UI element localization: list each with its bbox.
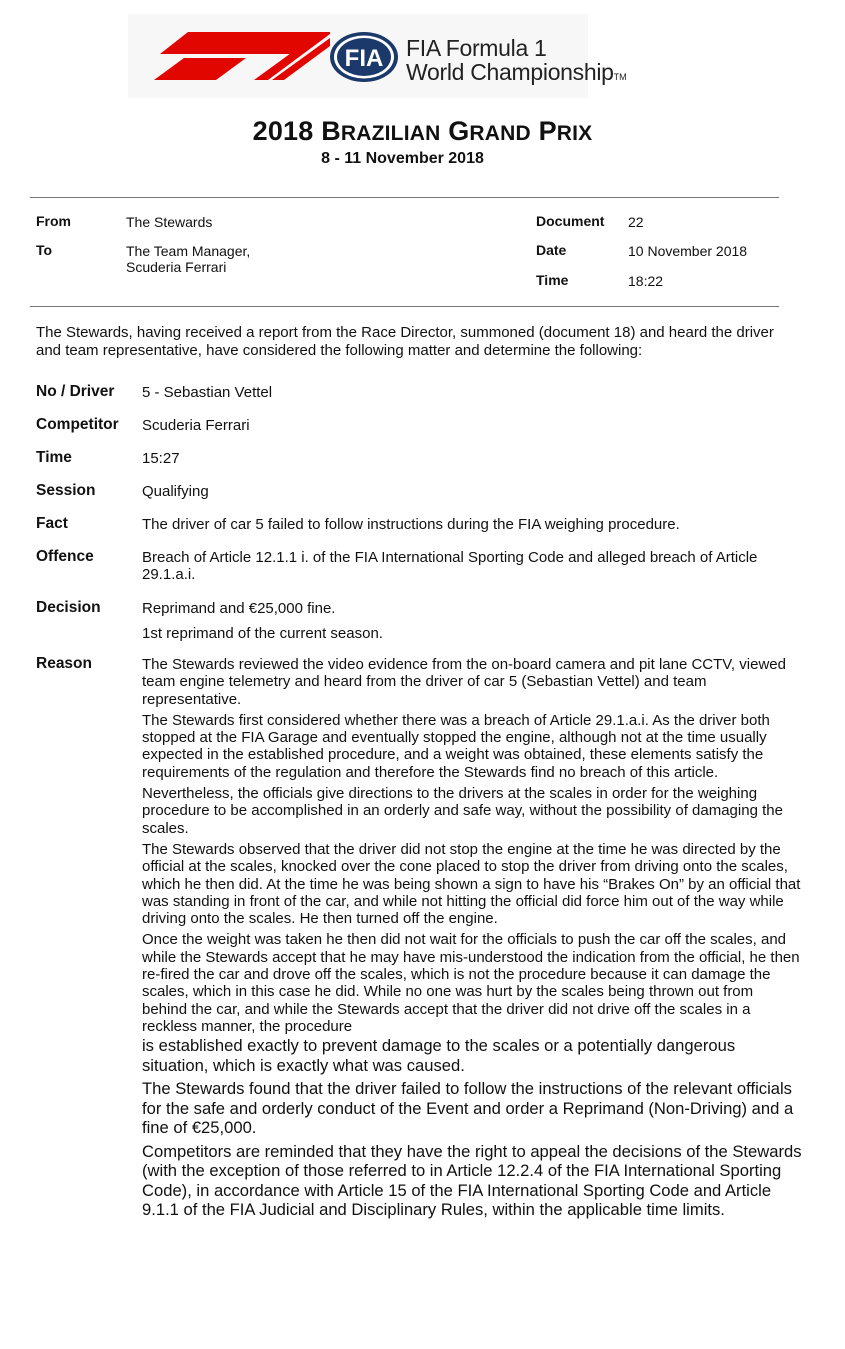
event-dates: 8 - 11 November 2018 <box>321 150 484 167</box>
fact-label: Fact <box>36 515 68 532</box>
reason-paragraph-4: The Stewards observed that the driver did not stop the engine at the time he was directed by the official at the scales, knocked over the cone placed to stop the driver from driving onto the scales, which he then did. At the time he was being shown a sign to have his “Brakes On” by an official that was standing in front of the car, and while not hitting the official did force him out of the way while driving onto the scales. He then turned off the engine. <box>142 840 801 928</box>
time-value: 18:22 <box>628 273 664 289</box>
competitor-label: Competitor <box>36 416 119 433</box>
time-label: Time <box>536 272 569 288</box>
reason-paragraph-1: The Stewards reviewed the video evidence from the on-board camera and pit lane CCTV, viewed team engine telemetry and heard from the driver of car 5 (Sebastian Vettel) and team representative. <box>142 656 786 708</box>
decision-value-2: 1st reprimand of the current season. <box>142 625 383 642</box>
event-year: 2018 <box>252 116 314 146</box>
session-value: Qualifying <box>142 483 209 500</box>
top-divider <box>30 197 779 198</box>
reason-paragraph-3: Nevertheless, the officials give directions to the drivers at the scales in order for the weighing procedure to be accomplished in an orderly and safe way, without the possibility of damaging the scales. <box>142 785 783 837</box>
from-label: From <box>36 213 71 229</box>
offence-value: Breach of Article 12.1.1 i. of the FIA International Sporting Code and alleged breach of Article 29.1.a.i. <box>142 549 758 583</box>
championship-line-1: FIA Formula 1 <box>406 35 547 61</box>
fia-badge-icon <box>328 30 400 84</box>
championship-line-2: World Championship <box>406 59 614 85</box>
reason-label: Reason <box>36 655 92 672</box>
trademark: TM <box>613 72 627 82</box>
document-value: 22 <box>628 214 644 230</box>
reason-paragraph-5: Once the weight was taken he then did not wait for the officials to push the car off the scales, and while the Stewards accept that he may have mis-understood the indication from the official, he then re-fired the car and drove off the scales, which is not the procedure because it can damage the scales, which in this case he did. While no one was hurt by the scales being thrown out from behind the car, and while the Stewards accept that the driver did not drive off the scales in a reckless manner, the procedure <box>142 931 800 1035</box>
bottom-divider <box>30 306 779 307</box>
driver-label: No / Driver <box>36 383 115 400</box>
session-label: Session <box>36 482 96 499</box>
decision-label: Decision <box>36 599 101 616</box>
reason-paragraph-2: The Stewards first considered whether there was a breach of Article 29.1.a.i. As the driver both stopped at the FIA Garage and eventually stopped the engine, although not at the time usually expected in the established procedure, and a weight was obtained, these elements satisfy the requirements of the regulation and therefore the Stewards find no breach of this article. <box>142 711 770 781</box>
reason-text <box>142 656 802 1224</box>
intro-paragraph: The Stewards, having received a report from the Race Director, summoned (document 18) and heard the driver and team representative, have considered the following matter and determine the following: <box>36 324 774 359</box>
reason-paragraph-7: Competitors are reminded that they have the right to appeal the decisions of the Stewards (with the exception of those referred to in Article 12.2.4 of the FIA International Sporting Code), in accordance with Article 15 of the FIA International Sporting Code and Article 9.1.1 of the FIA Judicial and Disciplinary Rules, within the applicable time limits. <box>142 1141 802 1220</box>
incident-time-value: 15:27 <box>142 450 180 467</box>
to-value <box>126 243 250 275</box>
championship-name <box>406 36 676 89</box>
to-value-line-1: The Team Manager, <box>126 243 251 259</box>
event-title <box>0 116 845 147</box>
document-label: Document <box>536 213 605 229</box>
offence-label: Offence <box>36 548 94 565</box>
driver-value: 5 - Sebastian Vettel <box>142 384 273 401</box>
date-value: 10 November 2018 <box>628 243 748 259</box>
to-value-line-2: Scuderia Ferrari <box>126 259 227 275</box>
decision-value-1: Reprimand and €25,000 fine. <box>142 600 336 617</box>
f1-logo-icon <box>150 32 330 80</box>
event-name: BRAZILIAN GRAND PRIX <box>321 116 593 146</box>
date-label: Date <box>536 242 567 258</box>
competitor-value: Scuderia Ferrari <box>142 417 250 434</box>
svg-text:FIA: FIA <box>344 45 384 72</box>
reason-paragraph-5-cont: is established exactly to prevent damage to the scales or a potentially dangerous situation, which is exactly what was caused. <box>142 1036 736 1075</box>
reason-paragraph-6: The Stewards found that the driver failed to follow the instructions of the relevant officials for the safe and orderly conduct of the Event and order a Reprimand (Non-Driving) and a fine of €25,000. <box>142 1079 794 1138</box>
incident-time-label: Time <box>36 449 72 466</box>
to-label: To <box>36 242 53 258</box>
from-value: The Stewards <box>126 214 213 230</box>
fact-value: The driver of car 5 failed to follow instructions during the FIA weighing procedure. <box>142 516 680 533</box>
